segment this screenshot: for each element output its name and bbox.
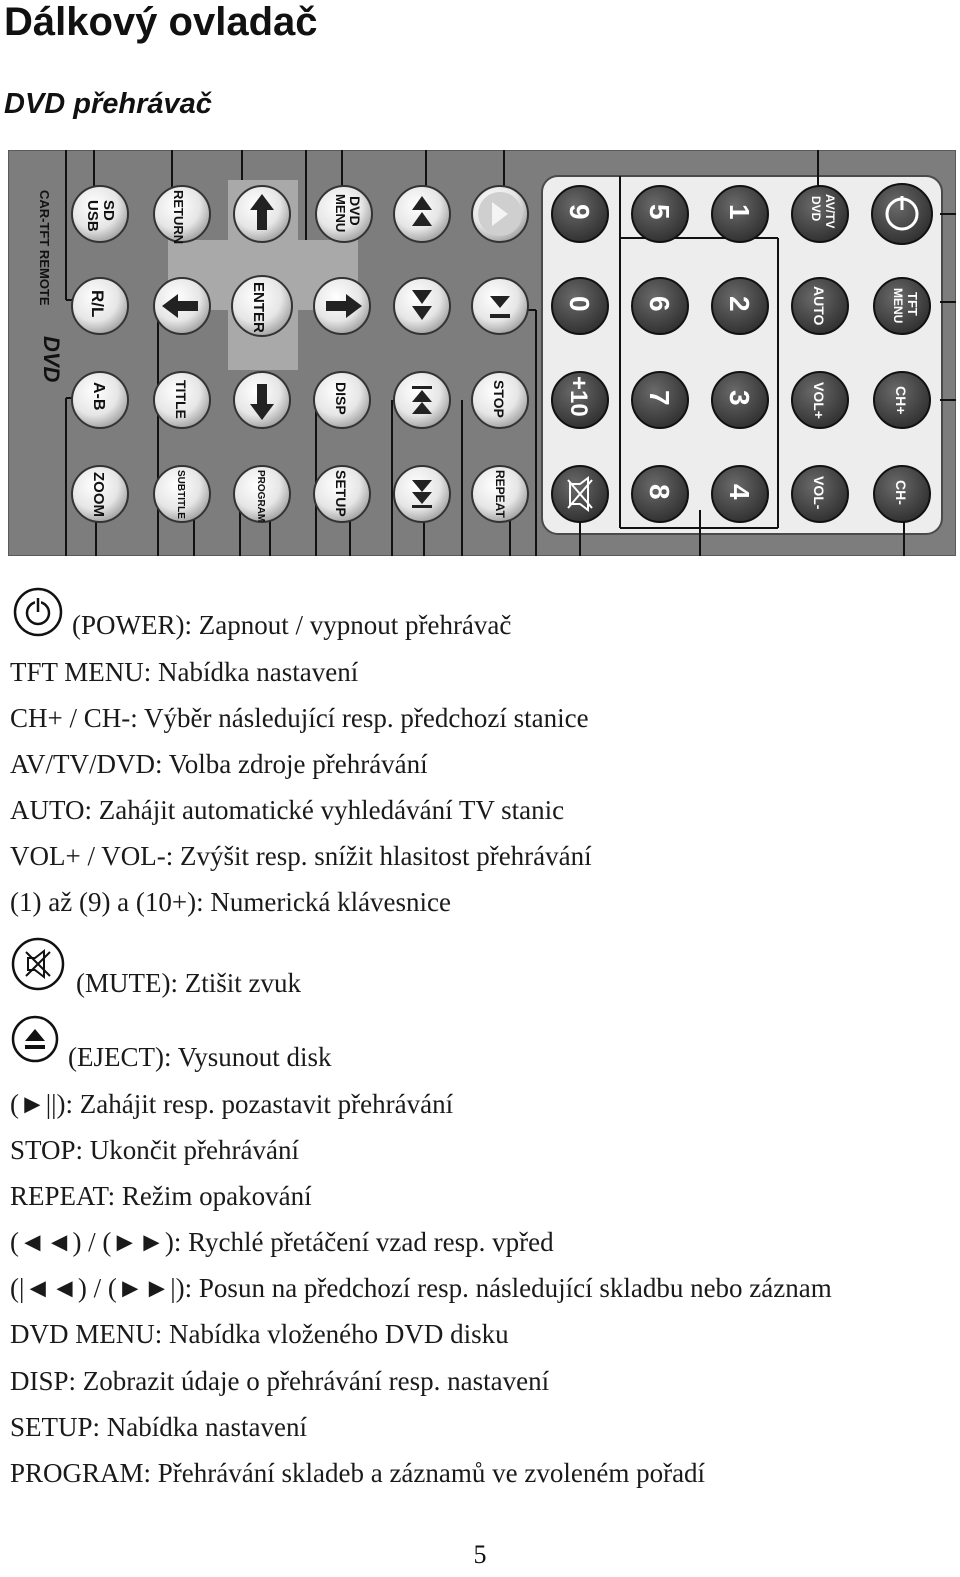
svg-text:8: 8 xyxy=(644,484,675,500)
legend-line-mute: (MUTE): Ztišit zvuk xyxy=(76,968,301,998)
digit-6-button xyxy=(632,278,688,334)
power-icon xyxy=(12,586,64,638)
svg-text:MENU: MENU xyxy=(333,194,348,233)
arrow-right-button xyxy=(314,278,370,334)
remote-dvd-logo: DVD xyxy=(39,336,64,383)
rl-button xyxy=(72,278,128,334)
svg-text:CH-: CH- xyxy=(893,480,909,505)
svg-text:0: 0 xyxy=(564,296,595,312)
svg-text:STOP: STOP xyxy=(491,380,507,418)
legend-line: (1) až (9) a (10+): Numerická klávesnice xyxy=(10,887,452,917)
legend-line: AUTO: Zahájit automatické vyhledávání TV stanic xyxy=(10,795,565,825)
vol-down-button xyxy=(792,466,848,522)
svg-text:+10: +10 xyxy=(565,376,592,417)
remote-brand-label: CAR-TFT REMOTE xyxy=(37,190,52,306)
legend-line: (◄◄) / (►►): Rychlé přetáčení vzad resp. vpřed xyxy=(10,1227,554,1257)
svg-text:VOL+: VOL+ xyxy=(811,382,827,419)
fast-backward-button xyxy=(394,186,450,242)
arrow-up-button xyxy=(234,186,290,242)
dvd-menu-button xyxy=(316,186,372,242)
digit-plus10-button xyxy=(552,372,608,428)
eject-button xyxy=(472,186,528,242)
auto-button xyxy=(792,278,848,334)
vol-up-button xyxy=(792,372,848,428)
svg-text:VOL-: VOL- xyxy=(811,476,827,510)
legend-line: STOP: Ukončit přehrávání xyxy=(10,1135,299,1165)
svg-text:ENTER: ENTER xyxy=(250,282,267,333)
legend-line: SETUP: Nabídka nastavení xyxy=(10,1412,307,1442)
svg-text:3: 3 xyxy=(724,390,755,406)
ch-up-button xyxy=(874,372,930,428)
svg-text:9: 9 xyxy=(564,204,595,220)
svg-text:DISP: DISP xyxy=(333,382,349,415)
digit-8-button xyxy=(632,466,688,522)
digit-0-button xyxy=(552,278,608,334)
page-number: 5 xyxy=(473,1540,487,1569)
svg-text:SETUP: SETUP xyxy=(333,470,349,517)
enter-button xyxy=(232,276,292,336)
remote-control-diagram xyxy=(8,150,956,556)
svg-text:MENU: MENU xyxy=(891,288,905,324)
repeat-button xyxy=(472,466,528,522)
digit-9-button xyxy=(552,186,608,242)
page-title: Dálkový ovladač xyxy=(4,0,318,44)
svg-text:TITLE: TITLE xyxy=(173,380,189,419)
eject-icon xyxy=(10,1014,60,1064)
power-button xyxy=(872,184,932,244)
svg-text:SD: SD xyxy=(100,200,117,221)
play-pause-button xyxy=(472,278,528,334)
legend-line: PROGRAM: Přehrávání skladeb a záznamů ve zvoleném pořadí xyxy=(10,1458,706,1488)
svg-text:PROGRAM: PROGRAM xyxy=(255,470,266,523)
next-track-button xyxy=(394,466,450,522)
svg-text:1: 1 xyxy=(724,204,755,220)
svg-text:SUBTITLE: SUBTITLE xyxy=(175,470,186,519)
zoom-button xyxy=(72,466,128,522)
legend-line: VOL+ / VOL-: Zvýšit resp. snížit hlasitost přehrávání xyxy=(10,841,592,871)
svg-text:REPEAT: REPEAT xyxy=(493,470,507,518)
disp-button xyxy=(314,372,370,428)
setup-button xyxy=(314,466,370,522)
legend-line: DISP: Zobrazit údaje o přehrávání resp. nastavení xyxy=(10,1366,550,1396)
svg-text:ZOOM: ZOOM xyxy=(90,472,107,517)
svg-text:7: 7 xyxy=(644,390,675,406)
digit-7-button xyxy=(632,372,688,428)
legend-line: CH+ / CH-: Výběr následující resp. předchozí stanice xyxy=(10,703,589,733)
digit-2-button xyxy=(712,278,768,334)
sd-usb-button xyxy=(72,186,128,242)
program-button xyxy=(234,466,290,522)
digit-3-button xyxy=(712,372,768,428)
mute-icon xyxy=(10,936,66,992)
digit-4-button xyxy=(712,466,768,522)
legend-line: AV/TV/DVD: Volba zdroje přehrávání xyxy=(10,749,428,779)
legend-line: DVD MENU: Nabídka vloženého DVD disku xyxy=(10,1319,509,1349)
svg-text:4: 4 xyxy=(724,484,755,500)
arrow-down-button xyxy=(234,372,290,428)
digit-1-button xyxy=(712,186,768,242)
svg-text:TFT: TFT xyxy=(905,292,920,316)
digit-5-button xyxy=(632,186,688,242)
svg-text:5: 5 xyxy=(644,204,675,220)
title-button xyxy=(154,372,210,428)
stop-button xyxy=(472,372,528,428)
legend-line-power: (POWER): Zapnout / vypnout přehrávač xyxy=(72,610,512,640)
legend-line: (|◄◄) / (►►|): Posun na předchozí resp. následující skladbu nebo záznam xyxy=(10,1273,832,1303)
arrow-left-button xyxy=(154,278,210,334)
svg-text:2: 2 xyxy=(724,296,755,312)
svg-text:6: 6 xyxy=(644,296,675,312)
subtitle-button xyxy=(154,466,210,522)
svg-text:CH+: CH+ xyxy=(893,386,909,415)
svg-text:DVD: DVD xyxy=(347,196,363,226)
ch-down-button xyxy=(874,466,930,522)
legend-line: (►||): Zahájit resp. pozastavit přehrávání xyxy=(10,1089,454,1119)
svg-text:AUTO: AUTO xyxy=(811,286,827,326)
fast-forward-button xyxy=(394,278,450,334)
svg-text:R/L: R/L xyxy=(88,290,107,318)
svg-text:USB: USB xyxy=(84,200,101,232)
svg-text:AV/TV: AV/TV xyxy=(823,194,837,229)
svg-text:RETURN: RETURN xyxy=(171,190,186,245)
avtv-dvd-button xyxy=(792,186,848,242)
prev-track-button xyxy=(394,372,450,428)
ab-button xyxy=(72,372,128,428)
mute-button xyxy=(552,466,608,522)
legend-line-eject: (EJECT): Vysunout disk xyxy=(68,1042,332,1072)
tft-menu-button xyxy=(874,278,930,334)
legend-line: REPEAT: Režim opakování xyxy=(10,1181,312,1211)
svg-text:A-B: A-B xyxy=(90,382,107,411)
svg-text:DVD: DVD xyxy=(809,196,823,222)
legend-line: TFT MENU: Nabídka nastavení xyxy=(10,657,359,687)
section-subtitle: DVD přehrávač xyxy=(4,88,212,120)
